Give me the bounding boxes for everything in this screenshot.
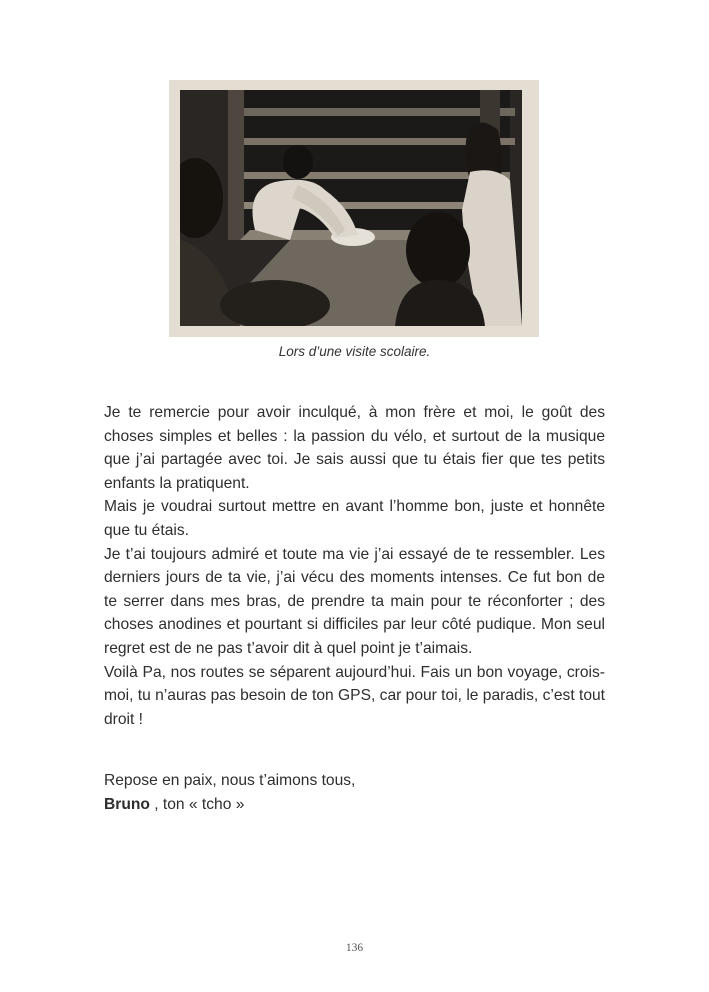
paragraph: Voilà Pa, nos routes se séparent aujourd’hui. Fais un bon voyage, crois-moi, tu n’auras pas besoin de ton GPS, car pour toi, le paradis, c’est tout droit ! (104, 663, 606, 728)
paragraph: Je t’ai toujours admiré et toute ma vie j’ai essayé de te ressembler. Les derniers jours de ta vie, j’ai vécu des moments intenses. Ce fut bon de te serrer dans mes bras, de prendre ta main pour te réconforter ; des choses anodines et pourtant si difficiles par leur côté pudique. Mon seul regret est de ne pas t’avoir dit à quel point je t’aimais. (104, 545, 605, 657)
photo-frame (169, 80, 539, 337)
body-text (104, 401, 605, 731)
signature-rest: , ton « tcho » (149, 795, 245, 813)
bakery-photo (180, 90, 522, 326)
closing-line: Repose en paix, nous t’aimons tous, (104, 772, 356, 789)
closing (104, 769, 605, 816)
photo-caption: Lors d’une visite scolaire. (278, 344, 431, 359)
paragraph: Mais je voudrai surtout mettre en avant l’homme bon, juste et honnête que tu étais. (104, 498, 605, 539)
signature-name: Bruno (104, 795, 150, 813)
paragraph: Je te remercie pour avoir inculqué, à mon frère et moi, le goût des choses simples et belles : la passion du vélo, et surtout de la musique que j’ai partagée avec toi. Je sais aussi que tu étais fier que tes petits enfants la pratiquent. (104, 404, 605, 492)
signature (104, 793, 605, 817)
page-number: 136 (345, 942, 364, 954)
